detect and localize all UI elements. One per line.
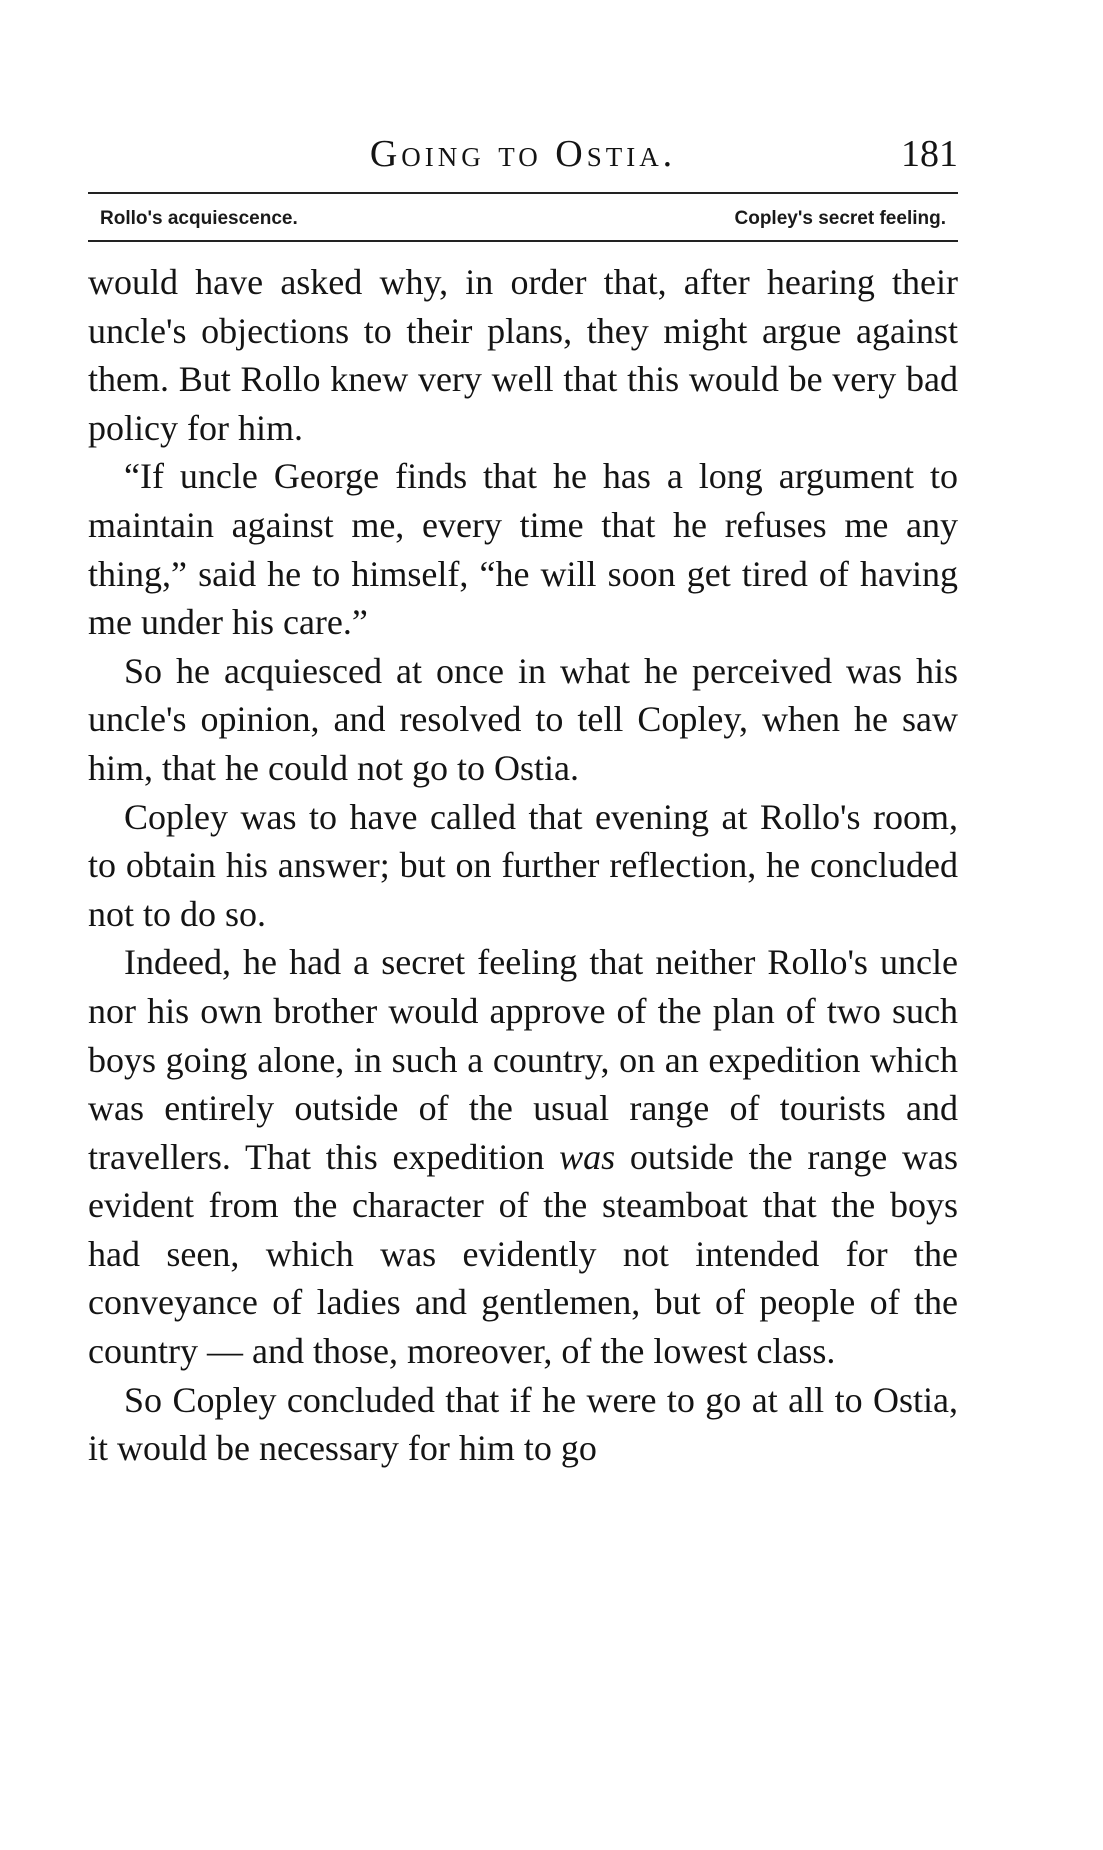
running-title: Going to Ostia.	[369, 133, 677, 175]
paragraph	[88, 258, 958, 452]
body-text	[88, 258, 958, 1473]
text-run: would have asked why, in order that, after hearing their uncle's objections to their plans, they might argue against them. But Rollo knew very well that this would be very bad policy for him.	[88, 262, 958, 448]
paragraph	[88, 452, 958, 646]
header-rule-bottom	[88, 240, 958, 242]
text-run: So he acquiesced at once in what he perceived was his uncle's opinion, and resolved to tell Copley, when he saw him, that he could not go to Ostia.	[88, 650, 958, 788]
running-head	[88, 128, 958, 184]
text-run: Indeed, he had a secret feeling that neither Rollo's uncle nor his own brother would approve of the plan of two such boys going alone, in such a country, on an expedition which was entirely outside of the usual range of tourists and travellers. That this expedition	[88, 942, 958, 1177]
text-run: outside the range was evident from the character of the steamboat that the boys had seen, which was evidently not intended for the conveyance of ladies and gentlemen, but of people of the country — and those, moreover, of the lowest class.	[88, 1136, 958, 1372]
text-run: “If uncle George finds that he has a long argument to maintain against me, every time that he refuses me any thing,” said he to himself, “he will soon get tired of having me under his care.”	[88, 456, 958, 643]
side-heads	[88, 208, 958, 230]
text-run: So Copley concluded that if he were to go at all to Ostia, it would be necessary for him to go	[88, 1379, 958, 1469]
page-number: 181	[901, 133, 958, 175]
paragraph	[88, 1376, 958, 1473]
right-sidehead: Copley's secret feeling.	[734, 208, 946, 229]
paragraph	[88, 938, 958, 1375]
left-sidehead: Rollo's acquiescence.	[100, 208, 298, 229]
header-rule-top	[88, 192, 958, 194]
italic-text: was	[559, 1136, 616, 1177]
paragraph	[88, 793, 958, 939]
text-run: Copley was to have called that evening at Rollo's room, to obtain his answer; but on further reflection, he concluded not to do so.	[88, 796, 958, 934]
paragraph	[88, 647, 958, 793]
book-page	[88, 128, 958, 1473]
